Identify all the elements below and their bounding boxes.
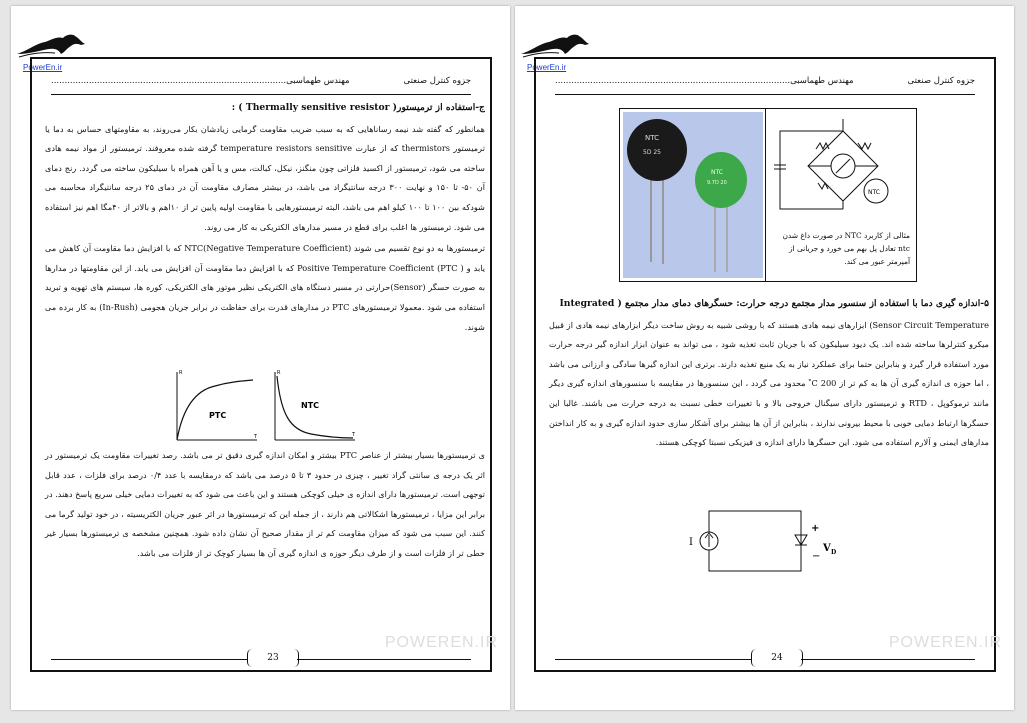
- page-23: [11, 6, 510, 710]
- paragraph: ی ترمیستورها بسیار بیشتر از عناصر PTC بیشتر و امکان اندازه گیری دقیق تر می باشد. رصد تغییرات مقاومت یک ترمیستور در اثر یک درجه ی سانتی گراد تغییر ، چیزی در حدود ۳ تا ۵ درصد می باشد که درمقایسه با عدد ۰/۴ درصد برای فلزات ، عدد قابل توجهی است. ترمیستورها دارای اندازه ی خیلی کوچکی هستند و این باعث می شود که به تغییرات دمایی خیلی سریع پاسخ دهند. در برابر این مزایا ، ترمیستورها اشکالاتی هم دارند ، از جمله این که ترمیستورها در اثر عبور جریان الکتریسیته ، در خود تولید گرما می کنند. این سبب می شود که میزان مقاومت کم تر از مقدار صحیح آن نشان داده شود. همچنین مشخصه ی ترمیستورها بسیار غیر خطی تر از فلزات است و از طرف دیگر حوزه ی اندازه گیری آن ها بسیار کوچک تر از فلزات می باشد.: [45, 450, 486, 558]
- ntc-label: NTC: [645, 134, 659, 142]
- paragraph: همانطور که گفته شد نیمه رساناهایی که به سبب ضریب مقاومت گرمایی زیادشان بکار می‌روند، به مقاومتهای حساس به دما یا ترمیستور thermistors که از عبارت temperature resistors sensitive گرفته شده معروفند. ترمیستور از مواد نیمه هادی ساخته می شود، ترمیستور از اکسید فلزاتی چون منگنز، نیکل، کبالت، مس و یا آهن همراه با سیلیکون ساخته می گردد. رنج دمای آن ۵۰- تا ۱۵۰ و نهایت ۳۰۰ درجه سانتیگراد می باشد، در بیشتر مصارف مقاومت آن در دمای ۲۵ درجه سانتیگراد محاسبه می شودکه بین ۱۰۰ تا ۱۰۰ کیلو اهم می باشد، البته ترمیستورهایی با مقاومت اولیه پایین تر از ۱۰اهم و بالاتر از ۴۰مگا اهم نیز استفاده می شود. ترمیستور ها اغلب برای قطع در مسیر مدارهای الکتریکی به کار می روند.: [45, 123, 486, 232]
- axis-t-label: T: [254, 434, 258, 440]
- ntc-figure-box: [619, 108, 917, 282]
- site-link[interactable]: PowerEn.ir: [23, 63, 63, 72]
- ntc-code: 9.7D 20: [707, 180, 727, 186]
- watermark: POWEREN.IR: [888, 634, 1002, 651]
- page-24: [515, 6, 1014, 710]
- ntc-label: NTC: [711, 169, 723, 176]
- ptc-label: PTC: [209, 411, 227, 420]
- page-footer: [51, 649, 471, 669]
- axis-r-label: R: [277, 370, 281, 376]
- site-link[interactable]: PowerEn.ir: [527, 63, 567, 72]
- watermark: POWEREN.IR: [384, 634, 498, 651]
- header-course: جزوه کنترل صنعتی: [403, 76, 471, 86]
- page-header: [555, 76, 975, 95]
- wheatstone-bridge-diagram: [768, 111, 913, 219]
- voltage-label: V: [823, 543, 831, 554]
- axis-r-label: R: [179, 370, 183, 376]
- ptc-graph: [177, 370, 258, 440]
- ntc-code: 5D 25: [643, 149, 661, 156]
- header-author: مهندس طهماسبی.......................................................................................: [555, 76, 854, 86]
- paragraph: ترمیستورها به دو نوع تقسیم می شوند NTC(Negative Temperature Coefficient) که با افزایش دما مقاومت آن کاهش می یابد و ( PTC) Positive Temperature Coefficient که با افزایش دما مقاومت آن افزایش می یابد. از این مقاومتها در مدارها به صورت حسگر (Sensor)حرارتی در مسیر دستگاه های الکتریکی نظیر موتور های الکتریکی، کوره ها، سیستم های تهویه و تبرید استفاده می شود .معمولا ترمیستورهای PTC در مدارهای قدرت برای حفاظت در برابر جریان هجومی (In-Rush) به کار برده می شوند.: [45, 243, 486, 332]
- paragraph: Sensor Circuit Temperature) ابزارهای نیمه هادی هستند که با روشی شبیه به روش ساخت دیگر ابزارهای نیمه هادی از قبیل میکرو کنترلرها ساخته شده اند. یک دیود سیلیکون که با جریان ثابت تغذیه شود ، می تواند به عنوان ابزار اندازه گیر درجه حرارت مورد استفاده قرار گیرد و بنابراین حتما برای عملکرد نیاز به یک منبع تغذیه دارند. برتری این اندازه گیرها سادگی و ارزانی می باشد ، اما حوزه ی اندازه گیری آن ها به کم تر از C 200 ْ محدود می گردد ، این سنسورها در مقایسه با سنسورهای اندازه گیری دیگر مانند ترموکوپل ، RTD و ترمیستور دارای سیگنال خروجی بالا و با تغییرات خطی نسبت به درجه حرارت می باشند. غالبا این حسگرها ارتباط دمایی خوبی با محیط بیرونی ندارند ، بنابراین از آن ها بیشتر برای آشکار سازی حدود اندازه گیری و به کار انداختن مدارهای ایمنی و آلارم استفاده می شود. این حسگرها دارای اندازه ی فیزیکی نسبتا کوچکی هستند.: [549, 319, 989, 448]
- voltage-subscript: D: [831, 549, 837, 556]
- ntc-label: NTC: [301, 401, 320, 410]
- axis-t-label: T: [352, 432, 356, 438]
- horse-logo-icon: [15, 32, 87, 60]
- section-title: ج-استفاده از ترمیستور( Thermally sensitive resistor ) :: [231, 102, 485, 113]
- page-1-text-top: [45, 98, 485, 339]
- horse-logo-icon: [519, 32, 591, 60]
- diode-sensor-circuit: [685, 501, 845, 581]
- figure-caption: مثالی از کاربرد NTC در صورت داغ شدن ntc تعادل پل بهم می خورد و جریانی از آمپرمتر عبور می کند.: [782, 231, 910, 266]
- header-course: جزوه کنترل صنعتی: [907, 76, 975, 86]
- page-number: 23: [247, 649, 299, 667]
- page-2-text: [549, 294, 989, 455]
- section-title: ۵-اندازه گیری دما با استفاده از سنسور مدار مجتمع درجه حرارت: حسگرهای دمای مدار مجتمع ( Integrated: [559, 298, 989, 309]
- minus-sign: −: [812, 551, 821, 562]
- page-header: [51, 76, 471, 95]
- plus-sign: +: [811, 523, 820, 534]
- ntc-graph: [275, 370, 356, 440]
- page-footer: [555, 649, 975, 669]
- page-1-text-bottom: [45, 446, 485, 566]
- ntc-thermistor-photo: [623, 112, 763, 278]
- header-author: مهندس طهماسبی.......................................................................................: [51, 76, 350, 86]
- page-number: 24: [751, 649, 803, 667]
- ptc-ntc-graph: [171, 366, 361, 448]
- bridge-ntc-label: NTC: [868, 189, 880, 196]
- current-label: I: [689, 537, 693, 548]
